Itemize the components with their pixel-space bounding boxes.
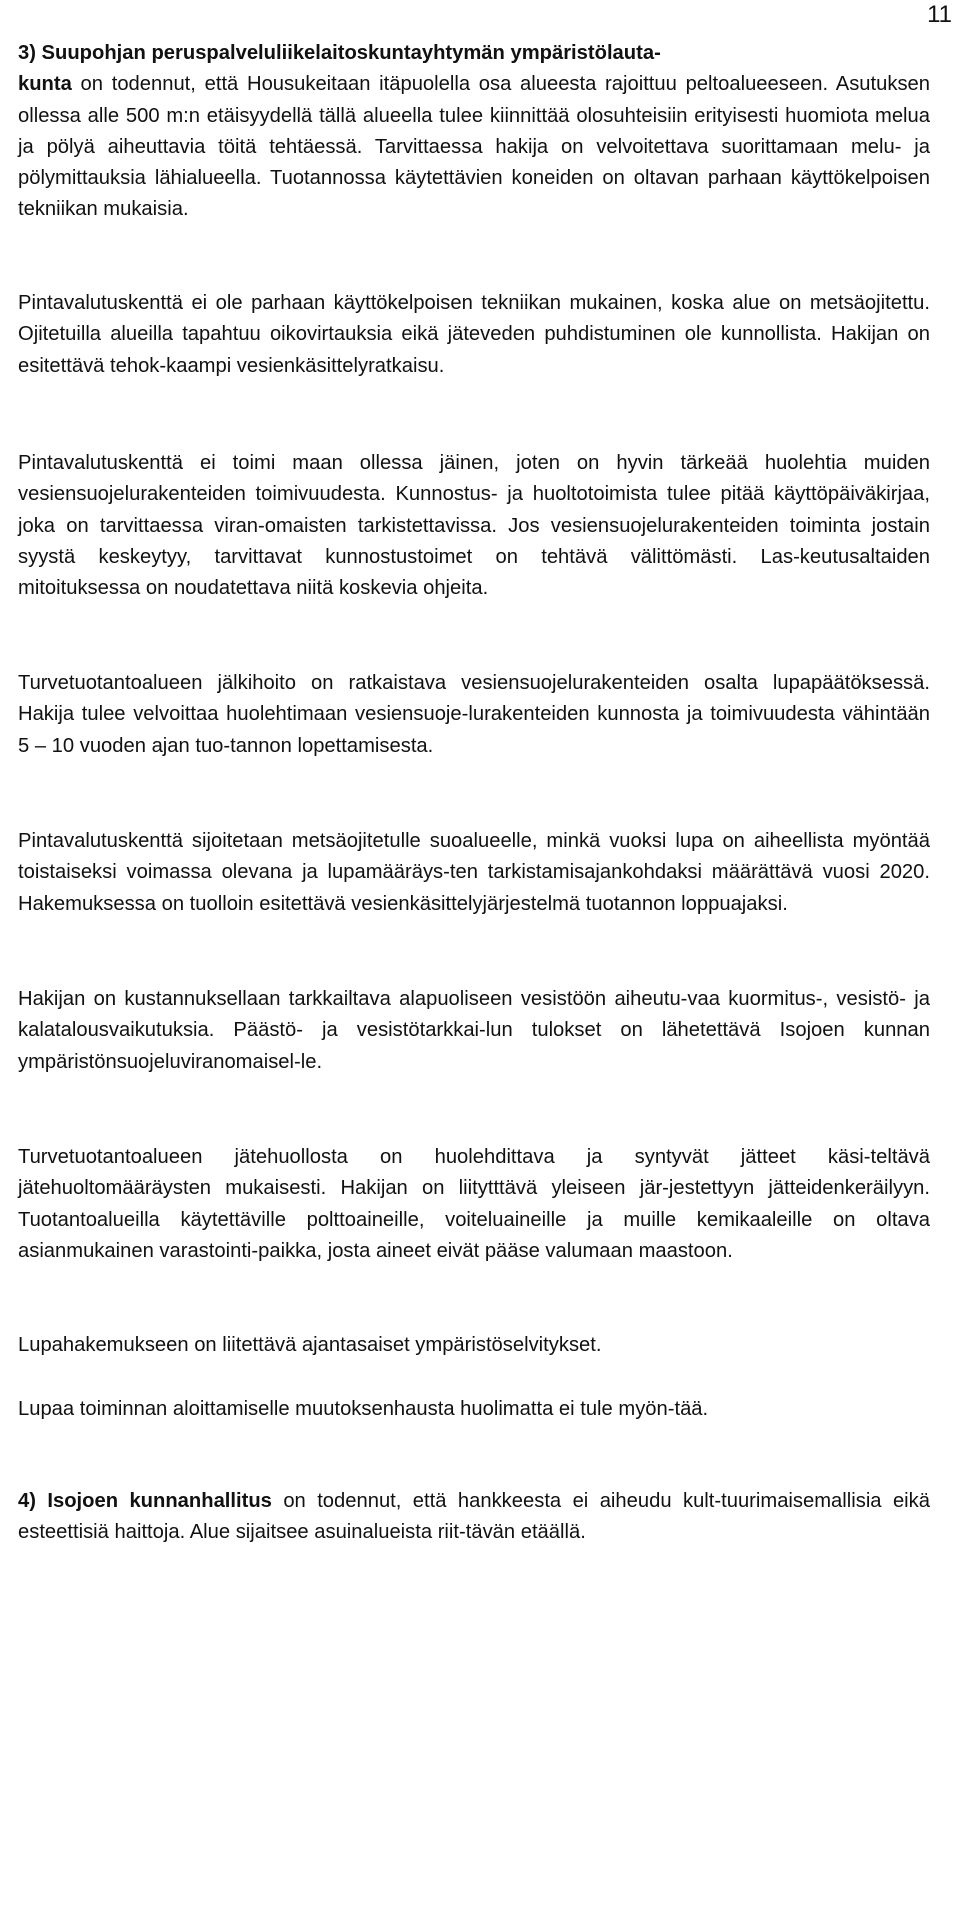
paragraph-aloittaminen xyxy=(18,1394,930,1425)
paragraph-heading: 3) Suupohjan peruspalveluliikelaitoskuntayhtymän ympäristölauta- kunta xyxy=(18,42,661,96)
paragraph-text: on todennut, että Housukeitaan itäpuolella osa alueesta rajoittuu peltoalueeseen. Asutuksen ollessa alle 500 m:n etäisyydellä tällä alueella tulee kiinnittää olosuhteisiin erityisesti huomiota melua ja pölyä aiheuttavia töitä tehtäessä. Tarvittaessa hakija on velvoitettava suorittamaan melu- ja pölymittauksia lähialueella. Tuotannossa käytettävien koneiden on oltavan parhaan käyttökelpoisen tekniikan mukaisia. xyxy=(18,73,930,221)
paragraph-text: Pintavalutuskenttä ei ole parhaan käyttökelpoisen tekniikan mukainen, koska alue on metsäojitettu. Ojitetuilla alueilla tapahtuu oikovirtauksia eikä jäteveden puhdistuminen ole kunnollista. Hakijan on esitettävä tehok-kaampi vesienkäsittelyratkaisu. xyxy=(18,292,930,377)
paragraph-ymparistoselvitykset xyxy=(18,1330,930,1361)
paragraph-pintavalutus-winter xyxy=(18,448,930,604)
paragraph-kunnanhallitus-statement xyxy=(18,1486,930,1549)
paragraph-lautakunta-statement xyxy=(18,38,930,226)
page-number: 11 xyxy=(927,1,952,28)
paragraph-text: Pintavalutuskenttä ei toimi maan ollessa jäinen, joten on hyvin tärkeää huolehtia muiden vesiensuojelurakenteiden toimivuudesta. Kunnostus- ja huoltotoimista tulee pitää käyttöpäiväkirjaa, joka on tarvittaessa viran-omaisten tarkistettavissa. Jos vesiensuojelurakenteiden toiminta jostain syystä keskeytyy, tarvittavat kunnostustoimet on tehtävä välittömästi. Las-keutusaltaiden mitoituksessa on noudatettava niitä koskevia ohjeita. xyxy=(18,452,930,600)
paragraph-text: Turvetuotantoalueen jälkihoito on ratkaistava vesiensuojelurakenteiden osalta lupapäätöksessä. Hakija tulee velvoittaa huolehtimaan vesiensuoje-lurakenteiden kunnosta ja toimivuudesta vähintään 5 – 10 vuoden ajan tuo-tannon lopettamisesta. xyxy=(18,672,930,757)
paragraph-text: Pintavalutuskenttä sijoitetaan metsäojitetulle suoalueelle, minkä vuoksi lupa on aiheellista myöntää toistaiseksi voimassa olevana ja lupamääräys-ten tarkistamisajankohdaksi määrättävä vuosi 2020. Hakemuksessa on tuolloin esitettävä vesienkäsittelyjärjestelmä tuotannon loppuajaksi. xyxy=(18,830,930,915)
paragraph-text: on todennut, että hankkeesta ei aiheudu kult-tuurimaisemallisia eikä esteettisiä haittoja. Alue sijaitsee asuinalueista riit-tävän etäällä. xyxy=(18,1490,930,1544)
paragraph-jalkihoito xyxy=(18,668,930,762)
paragraph-text: Turvetuotantoalueen jätehuollosta on huolehdittava ja syntyvät jätteet käsi-teltävä jätehuoltomääräysten mukaisesti. Hakijan on liitytttävä yleiseen jär-jestettyyn jätteidenkeräilyyn. Tuotantoalueilla käytettäville polttoaineille, voiteluaineille ja muille kemikaaleille on oltava asianmukainen varastointi-paikka, josta aineet eivät pääse valumaan maastoon. xyxy=(18,1146,930,1262)
paragraph-heading: 4) Isojoen kunnanhallitus xyxy=(18,1490,272,1512)
paragraph-lupa-toistaiseksi xyxy=(18,826,930,920)
paragraph-jatehuolto xyxy=(18,1142,930,1267)
paragraph-text: Lupaa toiminnan aloittamiselle muutoksenhausta huolimatta ei tule myön-tää. xyxy=(18,1398,709,1420)
paragraph-tarkkailu xyxy=(18,984,930,1078)
paragraph-text: Lupahakemukseen on liitettävä ajantasaiset ympäristöselvitykset. xyxy=(18,1334,602,1356)
paragraph-pintavalutus-bat xyxy=(18,288,930,382)
paragraph-text: Hakijan on kustannuksellaan tarkkailtava alapuoliseen vesistöön aiheutu-vaa kuormitus-, vesistö- ja kalatalousvaikutuksia. Päästö- ja vesistötarkkai-lun tulokset on lähetettävä Isojoen kunnan ympäristönsuojeluviranomaisel-le. xyxy=(18,988,930,1073)
